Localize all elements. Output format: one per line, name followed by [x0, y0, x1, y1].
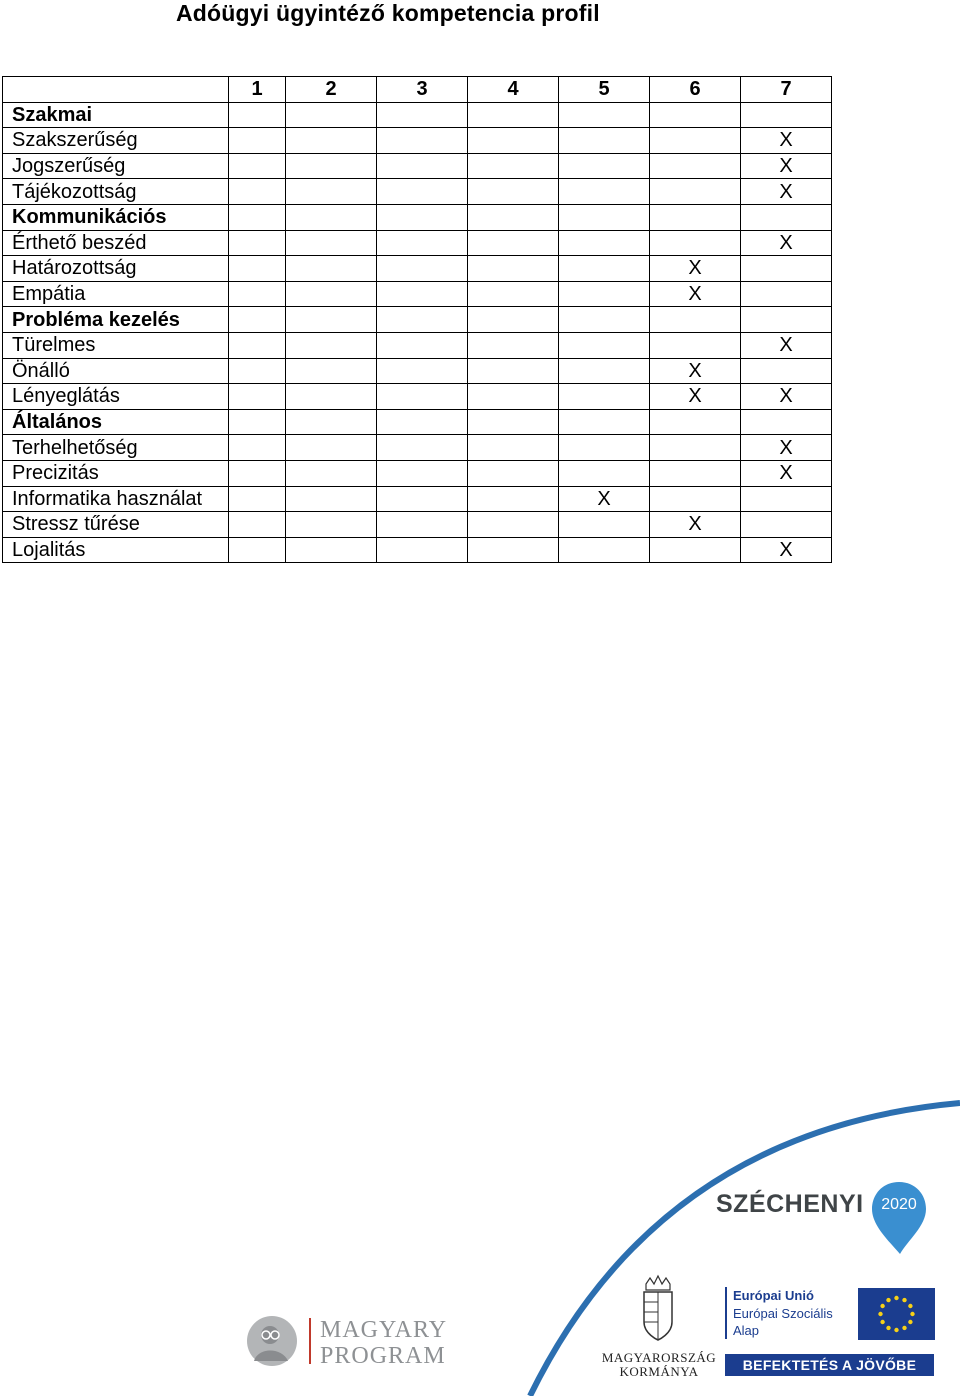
- rating-cell: X: [650, 358, 741, 384]
- rating-cell: X: [650, 256, 741, 282]
- rating-cell: X: [741, 128, 832, 154]
- eu-star: [910, 1312, 914, 1316]
- rating-cell: X: [741, 460, 832, 486]
- magyary-line1: MAGYARY: [320, 1317, 448, 1343]
- rating-cell: X: [741, 332, 832, 358]
- eu-flag-icon: [858, 1288, 935, 1340]
- section-label: Probléma kezelés: [3, 307, 229, 333]
- eu-line2: Európai Szociális: [733, 1306, 833, 1321]
- eu-star: [886, 1298, 890, 1302]
- eu-star: [880, 1304, 884, 1308]
- competency-label: Türelmes: [3, 332, 229, 358]
- eu-banner: BEFEKTETÉS A JÖVŐBE: [725, 1354, 934, 1376]
- magyary-line2: PROGRAM: [320, 1343, 446, 1369]
- competency-label: Stressz tűrése: [3, 512, 229, 538]
- gov-line1: MAGYARORSZÁG: [601, 1350, 717, 1365]
- competency-label: Informatika használat: [3, 486, 229, 512]
- eu-star: [902, 1326, 906, 1330]
- competency-label: Tájékozottság: [3, 179, 229, 205]
- competency-label: Terhelhetőség: [3, 435, 229, 461]
- competency-label: Határozottság: [3, 256, 229, 282]
- competency-label: Lényeglátás: [3, 384, 229, 410]
- eu-divider: [725, 1287, 727, 1339]
- column-header: 1: [229, 77, 286, 103]
- column-header: 2: [286, 77, 377, 103]
- rating-cell: X: [741, 384, 832, 410]
- eu-star: [908, 1320, 912, 1324]
- competency-label: Empátia: [3, 281, 229, 307]
- page-title: Adóügyi ügyintéző kompetencia profil: [176, 0, 600, 26]
- szechenyi-logo-text: SZÉCHENYI: [716, 1190, 864, 1218]
- section-label: Kommunikációs: [3, 204, 229, 230]
- eu-line1: Európai Unió: [733, 1288, 814, 1303]
- competency-label: Lojalitás: [3, 537, 229, 563]
- column-header: 6: [650, 77, 741, 103]
- eu-star: [894, 1296, 898, 1300]
- section-label: Általános: [3, 409, 229, 435]
- rating-cell: X: [741, 435, 832, 461]
- gov-line2: KORMÁNYA: [619, 1364, 699, 1379]
- eu-star: [908, 1304, 912, 1308]
- section-label: Szakmai: [3, 102, 229, 128]
- magyary-divider: [309, 1318, 311, 1364]
- szechenyi-pin-icon: [868, 1178, 930, 1258]
- rating-cell: X: [741, 537, 832, 563]
- eu-line3: Alap: [733, 1323, 760, 1338]
- rating-cell: X: [650, 281, 741, 307]
- magyary-portrait-icon: [244, 1313, 304, 1369]
- competency-label: Érthető beszéd: [3, 230, 229, 256]
- szechenyi-year: 2020: [881, 1196, 917, 1213]
- eu-star: [902, 1298, 906, 1302]
- eu-star: [880, 1320, 884, 1324]
- competency-label: Jogszerűség: [3, 153, 229, 179]
- column-header: 7: [741, 77, 832, 103]
- rating-cell: X: [559, 486, 650, 512]
- rating-cell: X: [650, 384, 741, 410]
- column-header: 3: [377, 77, 468, 103]
- hungarian-coat-of-arms-icon: [636, 1274, 680, 1344]
- competency-label: Precizitás: [3, 460, 229, 486]
- competency-label: Önálló: [3, 358, 229, 384]
- column-header: 4: [468, 77, 559, 103]
- eu-star: [878, 1312, 882, 1316]
- rating-cell: X: [741, 153, 832, 179]
- rating-cell: X: [741, 179, 832, 205]
- eu-star: [894, 1328, 898, 1332]
- eu-star: [886, 1326, 890, 1330]
- rating-cell: X: [741, 230, 832, 256]
- column-header: 5: [559, 77, 650, 103]
- competency-label: Szakszerűség: [3, 128, 229, 154]
- rating-cell: X: [650, 512, 741, 538]
